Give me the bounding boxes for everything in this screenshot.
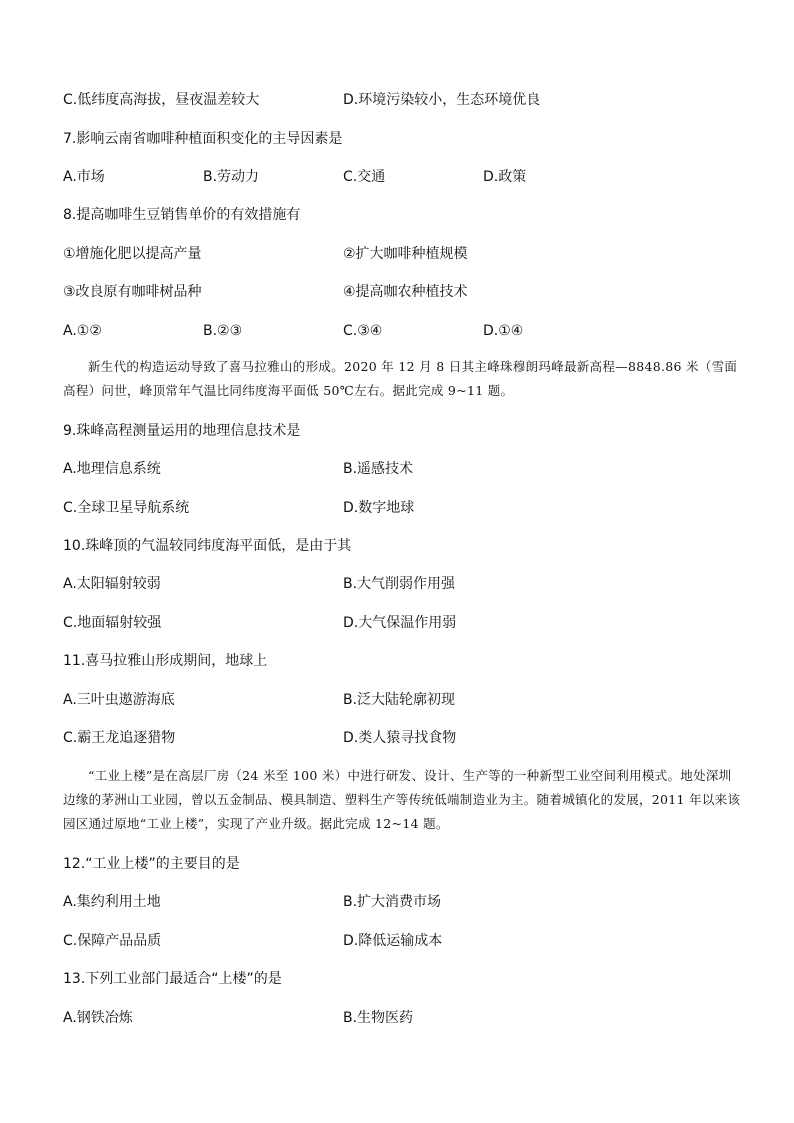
q8-statement-2: ②扩大咖啡种植规模: [343, 246, 468, 262]
q8-statement-3: ③改良原有咖啡树品种: [63, 284, 202, 300]
q8-option-b: B.②③: [203, 323, 243, 339]
q6-option-c: C.低纬度高海拔，昼夜温差较大: [63, 92, 260, 108]
q9-option-a: A.地理信息系统: [63, 461, 161, 477]
q7-option-b: B.劳动力: [203, 169, 260, 185]
q10-stem: 10.珠峰顶的气温较同纬度海平面低，是由于其: [63, 538, 352, 554]
q11-option-a: A.三叶虫遨游海底: [63, 692, 175, 708]
q10-option-d: D.大气保温作用弱: [343, 615, 457, 631]
q8-option-a: A.①②: [63, 323, 102, 339]
q10-option-b: B.大气削弱作用强: [343, 576, 456, 592]
q13-option-a: A.钢铁冶炼: [63, 1010, 133, 1026]
q8-statement-1: ①增施化肥以提高产量: [63, 246, 202, 262]
q11-option-d: D.类人猿寻找食物: [343, 730, 457, 746]
q11-option-b: B.泛大陆轮廓初现: [343, 692, 456, 708]
q7-option-c: C.交通: [343, 169, 386, 185]
q9-option-d: D.数字地球: [343, 500, 415, 516]
q10-option-c: C.地面辐射较强: [63, 615, 162, 631]
q11-option-c: C.霸王龙追逐猎物: [63, 730, 176, 746]
q12-option-a: A.集约利用土地: [63, 894, 161, 910]
q8-stem: 8.提高咖啡生豆销售单价的有效措施有: [63, 207, 301, 223]
q10-option-a: A.太阳辐射较弱: [63, 576, 161, 592]
q12-stem: 12.“工业上楼”的主要目的是: [63, 856, 240, 872]
q7-stem: 7.影响云南省咖啡种植面积变化的主导因素是: [63, 131, 343, 147]
q7-option-d: D.政策: [483, 169, 527, 185]
q11-stem: 11.喜马拉雅山形成期间，地球上: [63, 653, 268, 669]
q8-option-d: D.①④: [483, 323, 524, 339]
q8-option-c: C.③④: [343, 323, 383, 339]
q12-option-d: D.降低运输成本: [343, 933, 443, 949]
q9-option-b: B.遥感技术: [343, 461, 414, 477]
q12-option-c: C.保障产品品质: [63, 933, 162, 949]
q9-option-c: C.全球卫星导航系统: [63, 500, 190, 516]
passage-everest: 新生代的构造运动导致了喜马拉雅山的形成。2020 年 12 月 8 日其主峰珠穆朗玛峰最新高程—8848.86 米（雪面高程）问世，峰顶常年气温比同纬度海平面低 50℃左右。据此完成 9~11 题。: [63, 359, 738, 398]
q6-option-d: D.环境污染较小，生态环境优良: [343, 92, 541, 108]
q12-option-b: B.扩大消费市场: [343, 894, 442, 910]
q9-stem: 9.珠峰高程测量运用的地理信息技术是: [63, 423, 301, 439]
q13-stem: 13.下列工业部门最适合“上楼”的是: [63, 971, 282, 987]
passage-industry: “工业上楼”是在高层厂房（24 米至 100 米）中进行研发、设计、生产等的一种新型工业空间利用模式。地处深圳边缘的茅洲山工业园，曾以五金制品、模具制造、塑料生产等传统低端制造业为主。随着城镇化的发展，2011 年以来该园区通过原地“工业上楼”，实现了产业升级。据此完成 12~14 题。: [63, 768, 741, 831]
q13-option-b: B.生物医药: [343, 1010, 414, 1026]
q7-option-a: A.市场: [63, 169, 105, 185]
q8-statement-4: ④提高咖农种植技术: [343, 284, 468, 300]
